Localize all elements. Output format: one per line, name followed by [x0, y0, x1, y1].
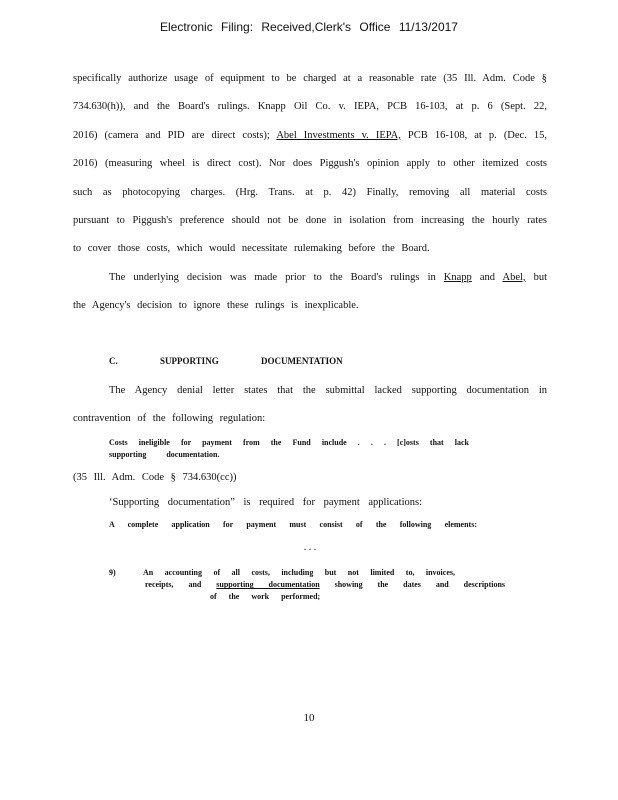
block-quote-line: Costs ineligible for payment from the Fund include . . . [c]osts that lack — [109, 438, 469, 448]
list-item-continuation: receipts, and supporting documentation showing the dates and descriptions — [145, 580, 506, 590]
case-citation-knapp: Knapp — [443, 271, 472, 283]
block-quote-line: supporting documentation. — [109, 450, 220, 460]
document-body — [73, 70, 547, 604]
body-line: ‘Supporting documentation” is required for payment applications: — [109, 497, 423, 509]
underlined-phrase: supporting documentation — [216, 580, 320, 590]
body-line: such as photocopying charges. (Hrg. Trans. at p. 42) Finally, removing all material costs — [73, 186, 547, 198]
section-heading: C. SUPPORTING DOCUMENTATION — [109, 355, 343, 366]
body-line: pursuant to Piggush's preference should not be done in isolation from increasing the hourly rates — [73, 214, 547, 226]
body-line: 2016) (measuring wheel is direct cost). Nor does Piggush's opinion apply to other itemized costs — [73, 158, 547, 170]
case-citation-abel: Abel Investments v. IEPA, — [276, 129, 401, 141]
case-citation-abel: Abel, — [502, 271, 526, 283]
item-number: 9) — [109, 568, 116, 578]
list-item-continuation: of the work performed; — [210, 592, 321, 602]
body-line: The Agency denial letter states that the submittal lacked supporting documentation in — [109, 384, 547, 396]
filing-header: Electronic Filing: Received,Clerk's Office 11/13/2017 — [160, 20, 458, 34]
regulation-citation: (35 Ill. Adm. Code § 734.630(cc)) — [73, 472, 237, 484]
block-quote-line: A complete application for payment must consist of the following elements: — [109, 520, 477, 530]
body-line: specifically authorize usage of equipment to be charged at a reasonable rate (35 Ill. Adm. Code § — [73, 73, 547, 84]
page-number: 10 — [303, 712, 315, 724]
ellipsis: . . . — [303, 542, 317, 554]
body-line: to cover those costs, which would necessitate rulemaking before the Board. — [73, 243, 430, 255]
body-line: 734.630(h)), and the Board's rulings. Knapp Oil Co. v. IEPA, PCB 16-103, at p. 6 (Sept. 22, — [73, 101, 547, 113]
body-line: the Agency's decision to ignore these rulings is inexplicable. — [73, 300, 359, 312]
body-line: 2016) (camera and PID are direct costs); Abel Investments v. IEPA, PCB 16-108, at p. (Dec. 15, — [73, 129, 548, 141]
body-line: The underlying decision was made prior to the Board's rulings in Knapp and Abel, but — [109, 271, 548, 283]
body-line: contravention of the following regulation: — [73, 412, 266, 424]
list-item: 9) An accounting of all costs, including but not limited to, invoices, — [109, 568, 455, 578]
